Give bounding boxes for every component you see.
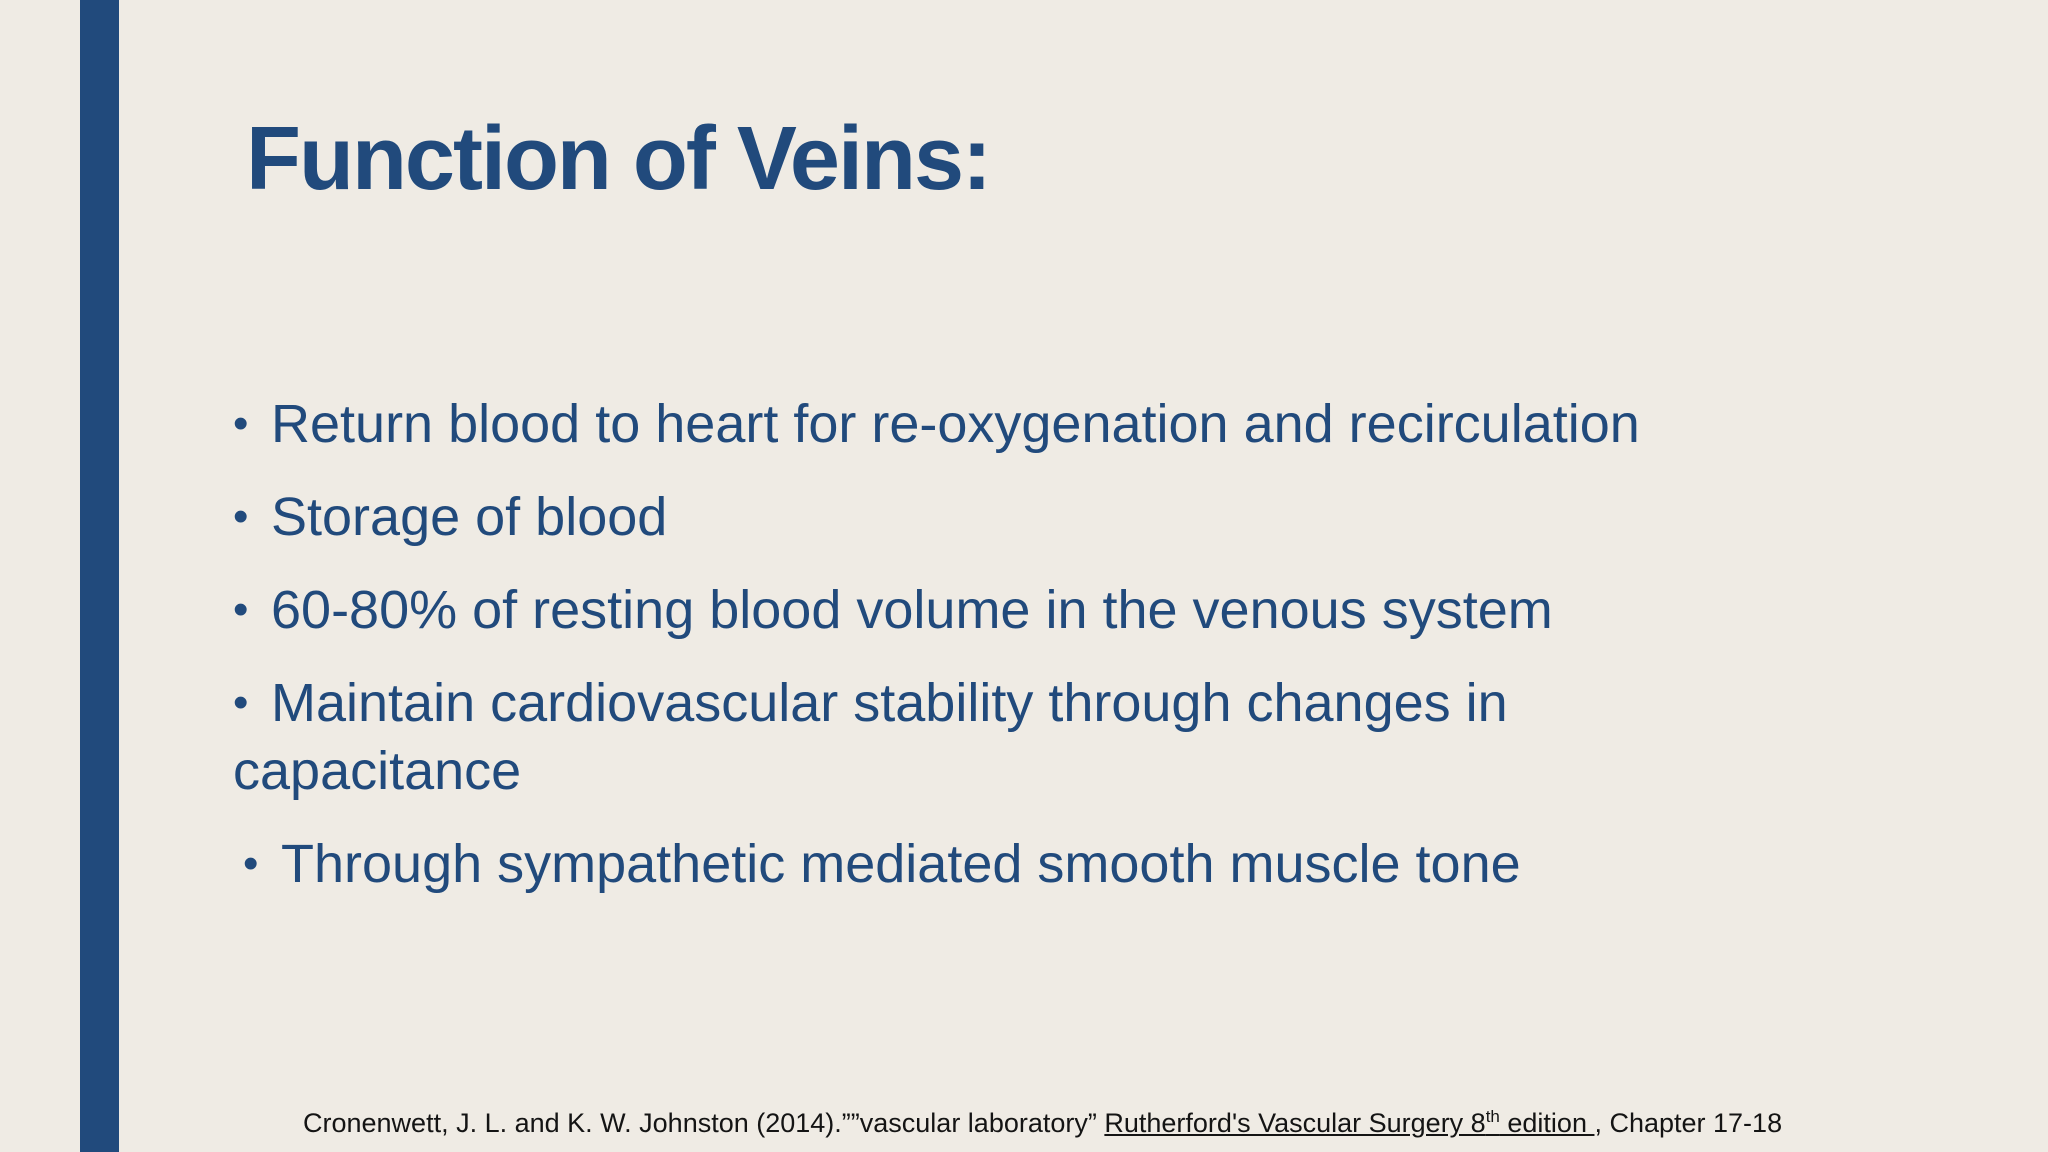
bullet-text: Storage of blood [271,487,668,547]
edition-superscript: th [1485,1107,1500,1126]
bullet-text: Through sympathetic mediated smooth muscle tone [281,834,1521,894]
bullet-marker: • [233,492,249,541]
bullet-list [233,390,1933,923]
bullet-text: Return blood to heart for re-oxygenation and recirculation [271,394,1640,454]
bullet-item [233,576,1933,644]
citation-chapter: , Chapter 17-18 [1594,1108,1783,1138]
bullet-marker: • [233,678,249,727]
bullet-marker: • [233,399,249,448]
slide-title: Function of Veins: [246,109,990,209]
bullet-item [233,483,1933,551]
bullet-marker: • [243,839,259,888]
bullet-marker: • [233,585,249,634]
bullet-item [233,669,1573,805]
book-edition-text: edition [1499,1108,1595,1138]
citation [303,1108,1782,1139]
accent-side-bar [80,0,119,1152]
bullet-text: Maintain cardiovascular stability through changes in capacitance [233,673,1508,801]
book-title-text: Rutherford's Vascular Surgery 8 [1104,1108,1486,1138]
citation-book-title [1104,1108,1594,1138]
bullet-text: 60-80% of resting blood volume in the venous system [271,580,1553,640]
bullet-item [233,830,1933,898]
citation-authors: Cronenwett, J. L. and K. W. Johnston (2014).””vascular laboratory” [303,1108,1105,1138]
bullet-item [233,390,1933,458]
